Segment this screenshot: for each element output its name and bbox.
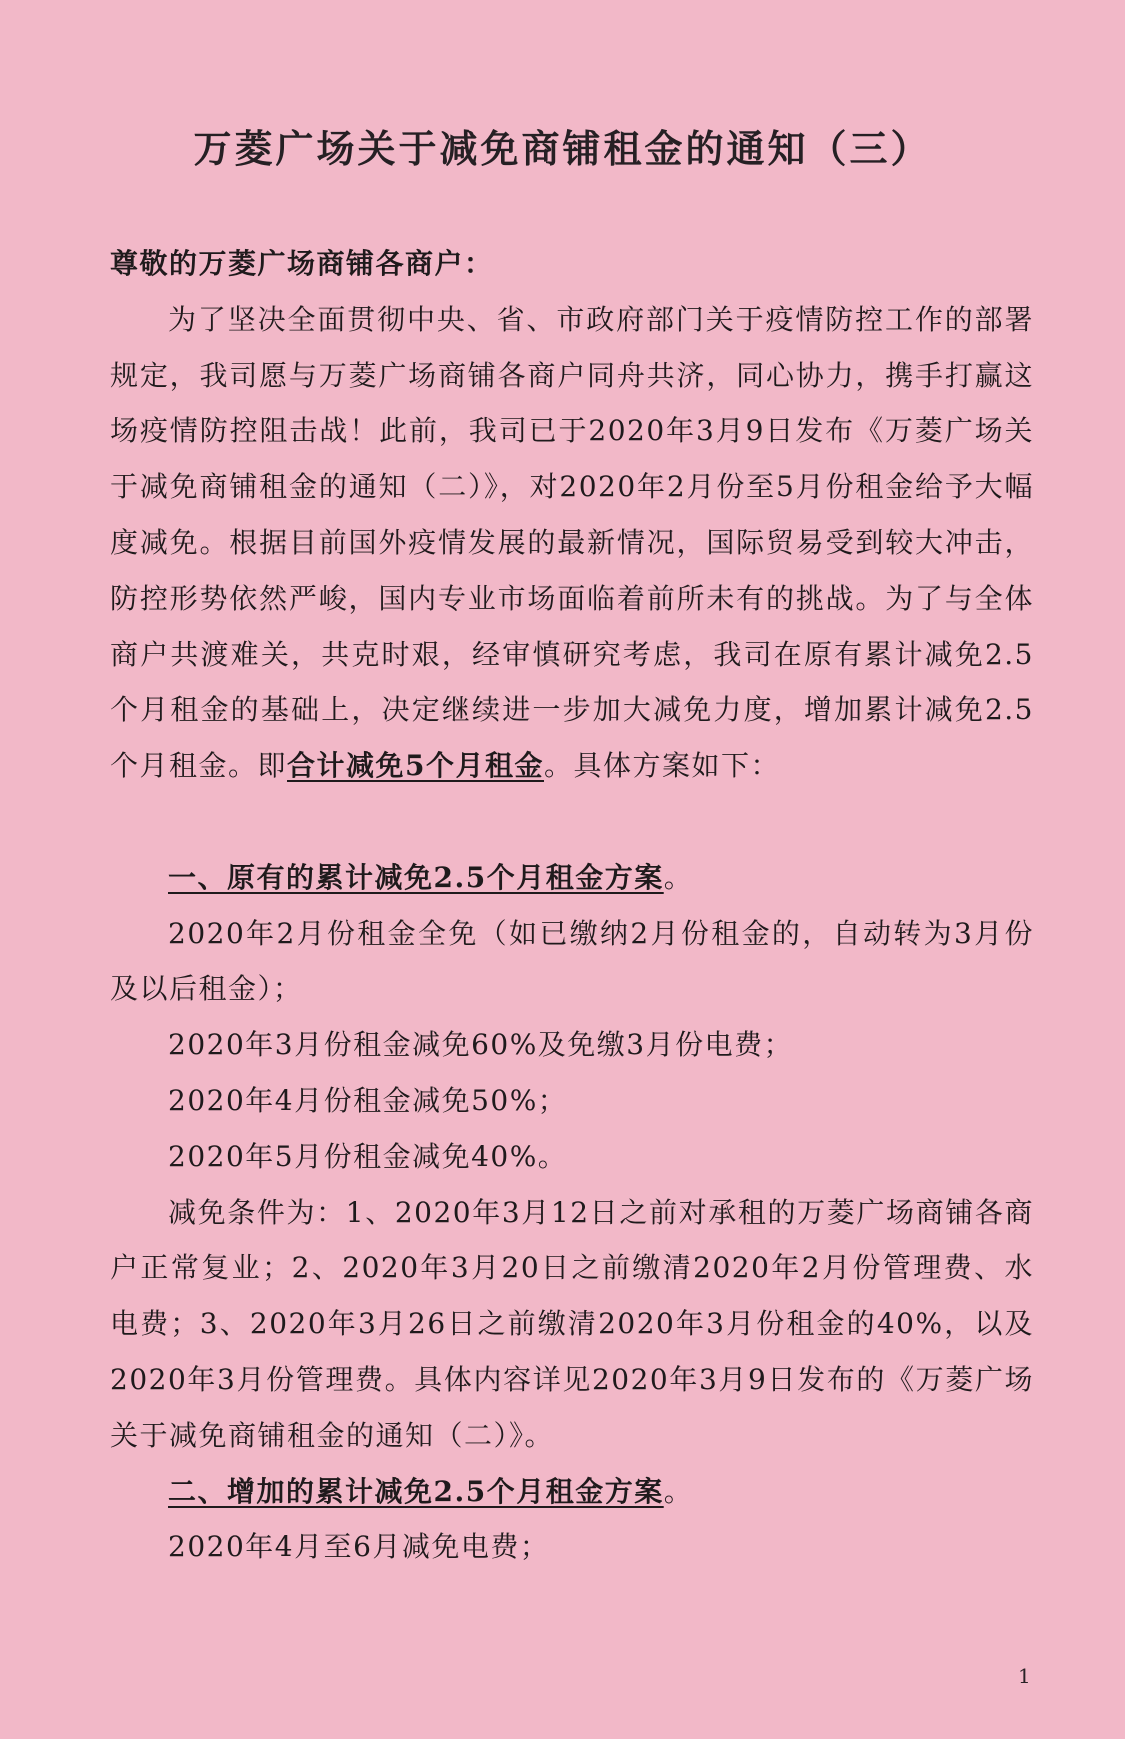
section2-heading-text: 二、增加的累计减免2.5个月租金方案 [168,1474,664,1508]
section1-heading-suffix: 。 [663,860,694,894]
document-body [110,236,1034,1575]
intro-emphasis: 合计减免5个月租金 [287,749,544,783]
document-title: 万菱广场关于减免商铺租金的通知（三） [193,126,932,171]
section1-conditions: 减免条件为：1、2020年3月12日之前对承租的万菱广场商铺各商户正常复业；2、2020年3月20日之前缴清2020年2月份管理费、水电费；3、2020年3月26日之前缴清2020年3月份租金的40%，以及2020年3月份管理费。具体内容详见2020年3月9日发布的《万菱广场关于减免商铺租金的通知（二）》。 [110,1195,1034,1452]
section1-item: 2020年2月份租金全免（如已缴纳2月份租金的，自动转为3月份及以后租金）； [110,916,1034,1006]
paragraph-spacer [110,794,1034,850]
greeting-line: 尊敬的万菱广场商铺各商户： [110,247,494,280]
section1-item: 2020年3月份租金减免60%及免缴3月份电费； [168,1028,794,1062]
section1-item: 2020年4月份租金减免50%； [168,1083,568,1117]
intro-tail: 。具体方案如下： [544,749,781,783]
section1-heading [110,850,1034,906]
page-number: 1 [1018,1664,1031,1688]
section2-heading [110,1464,1034,1520]
section1-heading-text: 一、原有的累计减免2.5个月租金方案 [168,860,664,894]
intro-paragraph [110,292,1034,794]
section2-heading-suffix: 。 [663,1474,694,1508]
intro-text: 为了坚决全面贯彻中央、省、市政府部门关于疫情防控工作的部署规定，我司愿与万菱广场商铺各商户同舟共济，同心协力，携手打赢这场疫情防控阻击战！此前，我司已于2020年3月9日发布《万菱广场关于减免商铺租金的通知（二）》，对2020年2月份至5月份租金给予大幅度减免。根据目前国外疫情发展的最新情况，国际贸易受到较大冲击，防控形势依然严峻，国内专业市场面临着前所未有的挑战。为了与全体商户共渡难关，共克时艰，经审慎研究考虑，我司在原有累计减免2.5个月租金的基础上，决定继续进一步加大减免力度，增加累计减免2.5个月租金。即 [110,302,1034,783]
section1-item: 2020年5月份租金减免40%。 [168,1139,568,1173]
section2-item: 2020年4月至6月减免电费； [168,1530,550,1564]
